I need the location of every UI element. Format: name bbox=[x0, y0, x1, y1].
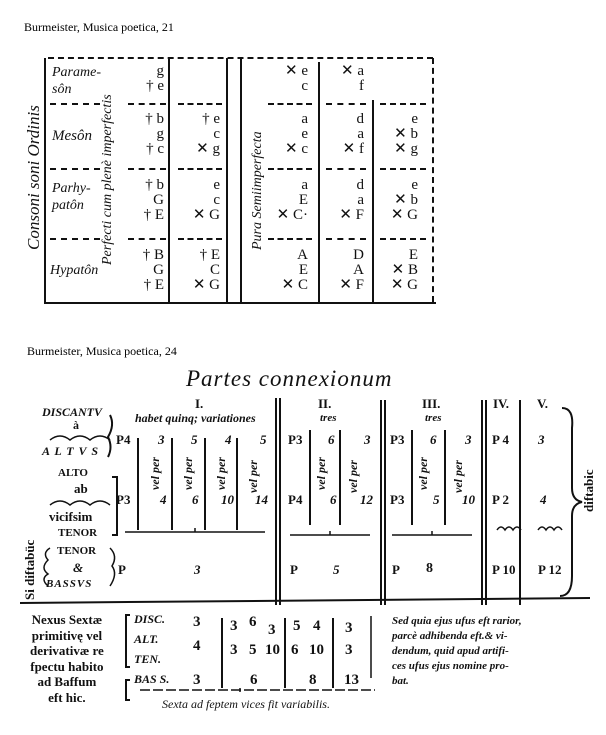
section-3-numeral: III. bbox=[422, 396, 441, 411]
figure2-caption: Burmeister, Musica poetica, 24 bbox=[27, 344, 177, 358]
row2-p4: P 2 bbox=[492, 492, 509, 507]
nexus-voice-bass: BAS S. bbox=[134, 672, 170, 686]
cell: † b G † E bbox=[143, 177, 164, 223]
row1-s1-3: 5 bbox=[260, 432, 267, 447]
nexus-disc-c0: 3 bbox=[193, 614, 201, 630]
figure2-title: Partes connexionum bbox=[186, 366, 393, 391]
row-label-hypaton: Hypatôn bbox=[50, 263, 99, 278]
vel-per-6: vel per bbox=[346, 460, 360, 493]
si-distabuc-label: Si diftabüc bbox=[22, 539, 37, 600]
cell: † B G † E bbox=[142, 247, 164, 293]
nexus-disc-3: 3 bbox=[268, 622, 276, 638]
nexus-voice-ten: TEN. bbox=[134, 652, 161, 666]
row-label-parhypaton: Parhy- patôn bbox=[52, 181, 91, 213]
row1-p1: P4 bbox=[116, 432, 131, 447]
row1-p2: P3 bbox=[288, 432, 303, 447]
row1-s1-0: 3 bbox=[158, 432, 165, 447]
row1-s2-1: 3 bbox=[364, 432, 371, 447]
side-label: Consoni soni Ordinis bbox=[24, 105, 43, 250]
cell: e c ✕ G bbox=[192, 177, 220, 223]
section-3-desc: tres bbox=[425, 412, 442, 424]
nexus-disc-2: 6 bbox=[249, 614, 257, 630]
section-2-numeral: II. bbox=[318, 396, 332, 411]
row1-p3: P3 bbox=[390, 432, 405, 447]
vel-per-4: vel per bbox=[246, 460, 260, 493]
vel-per-8: vel per bbox=[451, 460, 465, 493]
voice-discantus: DISCANTV bbox=[42, 405, 103, 419]
nexus-comment: Sed quia ejus ufus eft rarior, parcè adhibenda eft.& vi- dendum, quid apud artifi- ces ufus ejus nomine pro- bat. bbox=[392, 615, 522, 687]
section-1-numeral: I. bbox=[195, 396, 204, 411]
cell: A E ✕ C bbox=[281, 247, 308, 293]
row1-s2-0: 6 bbox=[328, 432, 335, 447]
cell: a e ✕ c bbox=[285, 111, 308, 157]
row3-s2: 5 bbox=[333, 562, 340, 577]
nexus-disc-1: 3 bbox=[230, 618, 238, 634]
row2-s3-1: 10 bbox=[462, 492, 475, 507]
nexus-ten-6: 3 bbox=[345, 642, 353, 658]
section-5-numeral: V. bbox=[537, 396, 548, 411]
voice-tenor-2: TENOR bbox=[57, 545, 97, 557]
section-1-desc: habet quinq; variationes bbox=[135, 411, 256, 425]
cell: D A ✕ F bbox=[339, 247, 364, 293]
row2-s1-3: 14 bbox=[255, 492, 268, 507]
row1-p4: P 4 bbox=[492, 432, 509, 447]
voice-altus: A L T V S bbox=[42, 444, 100, 458]
row1-s3-1: 3 bbox=[465, 432, 472, 447]
cell: e ✕ b ✕ g bbox=[394, 111, 418, 157]
distabic-label: diftabic bbox=[581, 469, 596, 512]
row3-s3: 8 bbox=[426, 561, 433, 576]
section-2-desc: tres bbox=[320, 412, 337, 424]
nexus-ten-4: 6 bbox=[291, 642, 299, 658]
cell: a E ✕ C· bbox=[276, 177, 308, 223]
voice-tenor-1: TENOR bbox=[58, 527, 98, 539]
row1-s3-0: 6 bbox=[430, 432, 437, 447]
row-label-meson: Mesôn bbox=[52, 128, 92, 144]
cell: g † e bbox=[146, 63, 164, 94]
row3-p3: P bbox=[392, 562, 400, 577]
row2-p3: P3 bbox=[390, 492, 405, 507]
nexus-ten-5: 10 bbox=[309, 642, 324, 658]
row2-p1: P3 bbox=[116, 492, 131, 507]
vel-per-1: vel per bbox=[148, 457, 162, 490]
section-4-numeral: IV. bbox=[493, 396, 510, 411]
vel-per-7: vel per bbox=[416, 457, 430, 490]
voice-a: à bbox=[73, 418, 79, 432]
nexus-ten-1: 3 bbox=[230, 642, 238, 658]
cell: † E C ✕ G bbox=[192, 247, 220, 293]
vel-per-3: vel per bbox=[214, 457, 228, 490]
voice-ab: ab bbox=[74, 481, 88, 496]
voice-vicissim: vicifsim bbox=[49, 509, 93, 524]
nexus-bass-c0: 3 bbox=[193, 672, 201, 688]
row-label-paramesón: Parame- sôn bbox=[52, 65, 101, 97]
vel-per-5: vel per bbox=[314, 457, 328, 490]
voice-alto: ALTO bbox=[58, 467, 88, 479]
figure1-caption: Burmeister, Musica poetica, 21 bbox=[24, 20, 174, 34]
row3-p5: P 12 bbox=[538, 562, 562, 577]
row2-s3-0: 5 bbox=[433, 492, 440, 507]
row3-p2: P bbox=[290, 562, 298, 577]
row3-s1: 3 bbox=[194, 562, 201, 577]
row3-p4: P 10 bbox=[492, 562, 516, 577]
nexus-bass-1: 6 bbox=[250, 672, 258, 688]
cell: d a ✕ F bbox=[339, 177, 364, 223]
nexus-note: Nexus Sextæ primitivę vel derivativæ re fpectu habito ad Baffum eft hic. bbox=[30, 612, 104, 705]
row2-s5: 4 bbox=[540, 492, 547, 507]
group-label-perfecti: Perfecti cum plenè imperfectis bbox=[100, 94, 115, 265]
row2-s2-1: 12 bbox=[360, 492, 373, 507]
nexus-disc-5: 4 bbox=[313, 618, 321, 634]
voice-et: & bbox=[73, 560, 84, 575]
voice-bassus: BASSVS bbox=[46, 578, 93, 590]
nexus-bass-2: 8 bbox=[309, 672, 317, 688]
nexus-bass-3: 13 bbox=[344, 672, 359, 688]
nexus-voice-alt: ALT. bbox=[134, 632, 159, 646]
nexus-footer: Sexta ad feptem vices fit variabilis. bbox=[162, 697, 330, 711]
cell: ✕ a f bbox=[341, 63, 364, 94]
row2-s1-1: 6 bbox=[192, 492, 199, 507]
cell: † e c ✕ g bbox=[196, 111, 220, 157]
row2-s1-2: 10 bbox=[221, 492, 234, 507]
cell: e ✕ b ✕ G bbox=[390, 177, 418, 223]
row2-s1-0: 4 bbox=[160, 492, 167, 507]
cell: ✕ e c bbox=[285, 63, 308, 94]
row1-s1-1: 5 bbox=[191, 432, 198, 447]
nexus-voice-disc: DISC. bbox=[134, 612, 166, 626]
nexus-ten-2: 5 bbox=[249, 642, 257, 658]
nexus-disc-6: 3 bbox=[345, 620, 353, 636]
row2-p2: P4 bbox=[288, 492, 303, 507]
nexus-ten-c0: 4 bbox=[193, 638, 201, 654]
vel-per-2: vel per bbox=[181, 457, 195, 490]
cell: d a ✕ f bbox=[342, 111, 364, 157]
row2-s2-0: 6 bbox=[330, 492, 337, 507]
cell: † b g † c bbox=[145, 111, 164, 157]
row3-p1: P bbox=[118, 562, 126, 577]
nexus-disc-4: 5 bbox=[293, 618, 301, 634]
row1-s1-2: 4 bbox=[225, 432, 232, 447]
cell: E ✕ B ✕ G bbox=[390, 247, 418, 293]
row1-s5: 3 bbox=[538, 432, 545, 447]
nexus-ten-3: 10 bbox=[265, 642, 280, 658]
group-label-semiimperfecta: Pura Semiimperfecta bbox=[250, 131, 265, 250]
